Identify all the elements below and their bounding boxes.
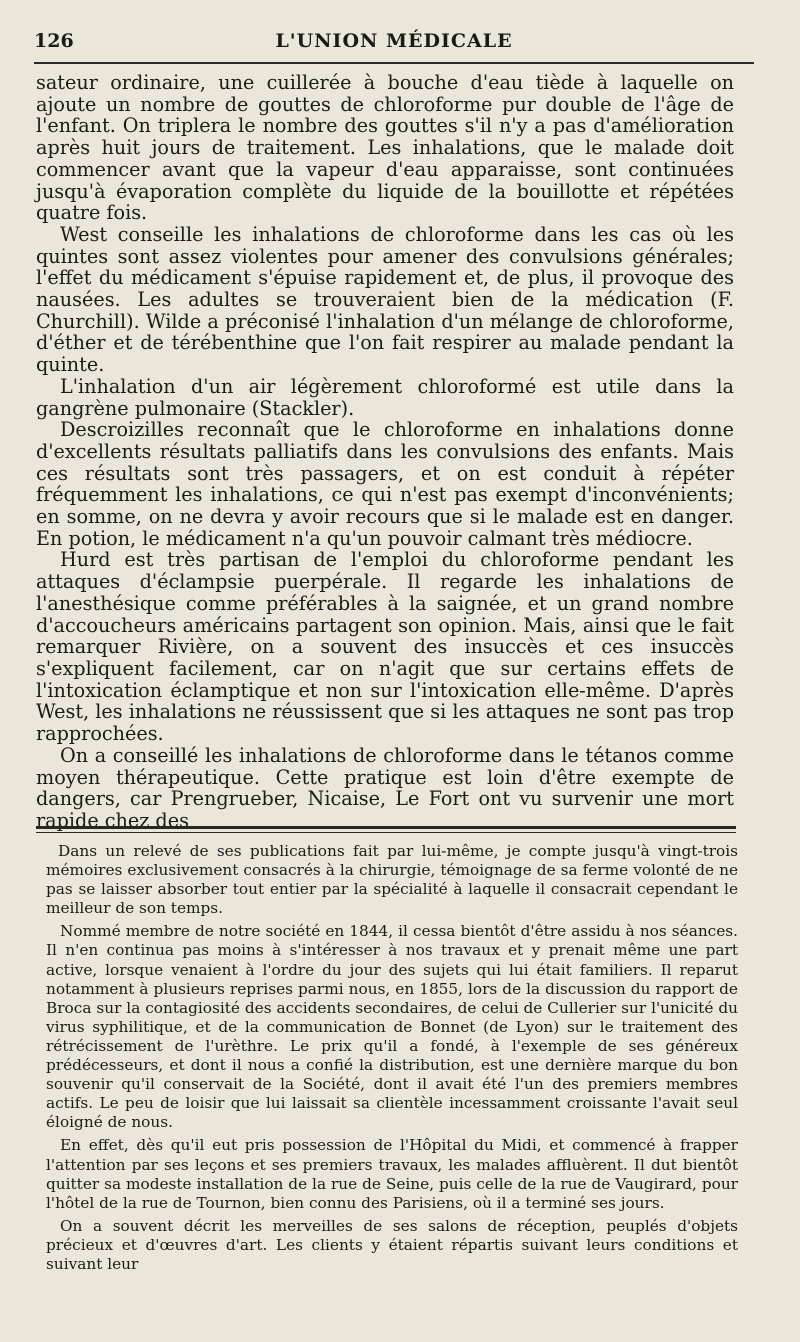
note-paragraph: Dans un relevé de ses publications fait par lui-même, je compte jusqu'à vingt-trois mémoires exclusivement consacrés à la chirurgie, témoignage de sa ferme volonté de ne pas se laisser absorber tout entier par la spécialité à laquelle il consacrait cependant le meilleur de son temps. [46, 842, 738, 918]
note-paragraph: On a souvent décrit les merveilles de ses salons de réception, peuplés d'objets précieux et d'œuvres d'art. Les clients y étaient répartis suivant leurs conditions et suivant leur [46, 1216, 738, 1273]
paragraph: Hurd est très partisan de l'emploi du chloroforme pendant les attaques d'éclampsie puerpérale. Il regarde les inhalations de l'anesthésique comme préférables à la saignée, et un grand nombre d'accoucheurs américains partagent son opinion. Mais, ainsi que le fait remarquer Rivière, on a souvent des insuccès et ces insuccès s'expliquent facilement, car on n'agit que sur certains effets de l'intoxication éclamptique et non sur l'intoxication elle-même. D'après West, les inhalations ne réussissent que si les attaques ne sont pas trop rapprochées. [36, 548, 734, 746]
paragraph: L'inhalation d'un air légèrement chloroformé est utile dans la gangrène pulmonaire (Stackler). [36, 374, 734, 420]
header-rule [34, 62, 754, 64]
paragraph: sateur ordinaire, une cuillerée à bouche d'eau tiède à laquelle on ajoute un nombre de gouttes de chloroforme pur double de l'âge de l'enfant. On triplera le nombre des gouttes s'il n'y a pas d'amélioration après huit jours de traitement. Les inhalations, que le malade doit commencer avant que la vapeur d'eau apparaisse, sont continuées jusqu'à évaporation complète du liquide de la bouillotte et répétées quatre fois. [36, 71, 734, 225]
paragraph: Descroizilles reconnaît que le chloroforme en inhalations donne d'excellents résultats palliatifs dans les convulsions des enfants. Mais ces résultats sont très passagers, et on est conduit à répéter fréquemment les inhalations, ce qui n'est pas exempt d'inconvénients; en somme, on ne devra y avoir recours que si le malade est en danger. En potion, le médicament n'a qu'un pouvoir calmant très médiocre. [36, 418, 734, 550]
page-number: 126 [34, 30, 74, 52]
note-paragraph: En effet, dès qu'il eut pris possession de l'Hôpital du Midi, et commencé à frapper l'attention par ses leçons et ses premiers travaux, les malades affluèrent. Il dut bientôt quitter sa modeste installation de la rue de Seine, puis celle de la rue de Vaugirard, pour l'hôtel de la rue de Tournon, bien connu des Parisiens, où il a terminé ses jours. [46, 1136, 738, 1212]
paragraph: On a conseillé les inhalations de chloroforme dans le tétanos comme moyen thérapeutique. Cette pratique est loin d'être exempte de dangers, car Prengrueber, Nicaise, Le Fort ont vu survenir une mort rapide chez des [36, 743, 734, 832]
notes-separator-thin [36, 832, 736, 833]
main-text [36, 72, 734, 832]
note-paragraph: Nommé membre de notre société en 1844, il cessa bientôt d'être assidu à nos séances. Il n'en continua pas moins à s'intéresser à nos travaux et y prenait même une part active, lorsque venaient à l'ordre du jour des sujets qui lui était familiers. Il reparut notamment à plusieurs reprises parmi nous, en 1855, lors de la discussion du rapport de Broca sur la contagiosité des accidents secondaires, de celui de Cullerier sur l'unicité du virus syphilitique, et de la communication de Bonnet (de Lyon) sur le traitement des rétrécissement de l'urèthre. Le prix qu'il a fondé, à l'exemple de ses généreux prédécesseurs, et dont il nous a confié la distribution, est une dernière marque du bon souvenir qu'il conservait de la Société, dont il avait été l'un des premiers membres actifs. Le peu de loisir que lui laissait sa clientèle incessamment croissante l'avait seul éloigné de nous. [46, 922, 738, 1132]
footnote-block [46, 842, 738, 1278]
running-title: L'UNION MÉDICALE [275, 30, 513, 52]
page-header [34, 30, 754, 60]
notes-separator-thick [36, 826, 736, 829]
paragraph: West conseille les inhalations de chloroforme dans les cas où les quintes sont assez violentes pour amener des convulsions générales; l'effet du médicament s'épuise rapidement et, de plus, il provoque des nausées. Les adultes se trouveraient bien de la médication (F. Churchill). Wilde a préconisé l'inhalation d'un mélange de chloroforme, d'éther et de térébenthine que l'on fait respirer au malade pendant la quinte. [36, 222, 734, 377]
